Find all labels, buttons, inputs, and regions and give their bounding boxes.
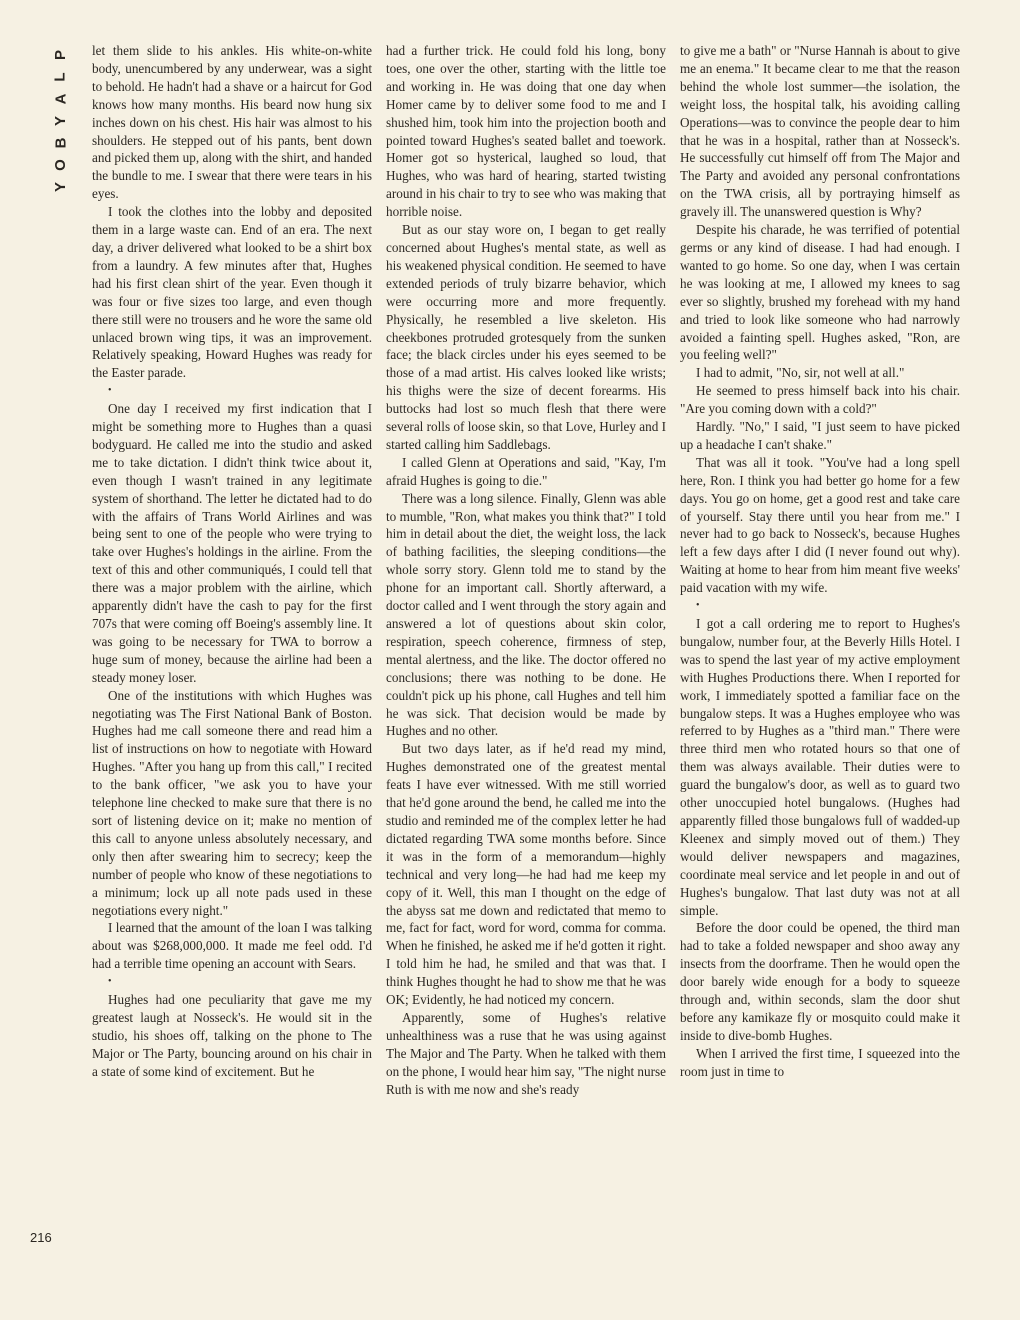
masthead-letter: O — [51, 159, 69, 171]
text-column-1 — [92, 42, 372, 1081]
paragraph: Hardly. "No," I said, "I just seem to have picked up a headache I can't shake." — [680, 419, 960, 452]
paragraph: I learned that the amount of the loan I was talking about was $268,000,000. It made me feel odd. I'd had a terrible time opening an account with Sears. — [92, 920, 372, 972]
paragraph: I had to admit, "No, sir, not well at all." — [696, 365, 905, 381]
section-separator: • — [108, 385, 112, 397]
masthead-letter: A — [52, 93, 69, 105]
paragraph: But as our stay wore on, I began to get really concerned about Hughes's mental state, as well as his weakened physical condition. He seemed to have extended periods of truly bizarre behavior, which were occurring more and more frequently. Physically, he resembled a live skeleton. His cheekbones protruded grotesquely from the sunken face; the black circles under his eyes seemed to be those of a mad artist. His calves looked like wrists; his thighs were the size of decent forearms. His buttocks had lost so much flesh that there were several rolls of loose skin, so that Love, Hurley and I started calling him Saddlebags. — [386, 222, 666, 452]
masthead-letter: L — [51, 72, 69, 82]
paragraph: There was a long silence. Finally, Glenn was able to mumble, "Ron, what makes you think that?" I told him in detail about the diet, the weight loss, the lack of bathing facilities, the sleeping conditions—the whole sorry story. Glenn told me to stand by the phone for an important call. Shortly afterward, a doctor called and I went through the story again and answered a lot of questions about skin color, respiration, speech coherence, firmness of step, mental alertness, and the like. The doctor offered no conclusions; there was nothing to be done. He couldn't pick up his phone, call Hughes and tell him he was sick. That decision would be made by Hughes and no other. — [386, 490, 666, 739]
paragraph: let them slide to his ankles. His white-on-white body, unencumbered by any underwear, was a sight to behold. He hadn't had a shave or a haircut for God knows how many months. His beard now hung six inches down on his chest. His hair was almost to his shoulders. He stepped out of his pants, bent down and picked them up, along with the shirt, and handed the bundle to me. I swear that there were tears in his eyes. — [92, 43, 372, 202]
paragraph: But two days later, as if he'd read my mind, Hughes demonstrated one of the greatest mental feats I have ever witnessed. With me still worried that he'd gone around the bend, he called me into the studio and reminded me of the complex letter he had dictated regarding TWA some months before. Since it was in the form of a memorandum—highly technical and very long—he had had me keep my copy of it. Well, this man I thought on the edge of the abyss sat me down and redictated that memo to me, fact for fact, word for word, comma for comma. When he finished, he asked me if he'd gotten it right. I told him he had, he smiled and that was that. I think Hughes thought he had to show me that he was OK; Evidently, he had noticed my concern. — [386, 741, 666, 1008]
paragraph: Before the door could be opened, the third man had to take a folded newspaper and shoo away any insects from the doorframe. Then he would open the door barely wide enough for a body to squeeze through and, within seconds, slam the door shut before any kamikaze fly or mosquito could make it inside to dive-bomb Hughes. — [680, 920, 960, 1043]
paragraph: Hughes had one peculiarity that gave me my greatest laugh at Nosseck's. He would sit in the studio, his shoes off, talking on the phone to The Major or The Party, bouncing around on his chair in a state of some kind of excitement. But he — [92, 992, 372, 1079]
paragraph: had a further trick. He could fold his long, bony toes, one over the other, starting with the little toe and working in. He was doing that one day when Homer came by to deliver some food to me and I shushed him, took him into the projection booth and pointed toward Hughes's seated ballet and toework. Homer got so hysterical, laughed so loud, that Hughes, who was hard of hearing, started twisting around in his chair to try to see who was making that horrible noise. — [386, 43, 666, 220]
paragraph: I called Glenn at Operations and said, "Kay, I'm afraid Hughes is going to die." — [386, 454, 666, 488]
section-separator: • — [696, 600, 700, 612]
page-number: 216 — [30, 1230, 52, 1245]
masthead-letter: Y — [51, 181, 69, 193]
masthead-letter: B — [52, 137, 69, 149]
paragraph: One of the institutions with which Hughes was negotiating was The First National Bank of Boston. Hughes had me call someone there and read him a list of instructions on how to negotiate with Howard Hughes. "After you hang up from this call," I recited to the bank officer, "we ask you to have your telephone line checked to make sure that there is no sort of listening device on it; make no mention of this call to anyone unless absolutely necessary, and only then after swearing him to secrecy; keep the number of people who know of these negotiations to a minimum; lock up all note pads used in these negotiations every night." — [92, 687, 372, 918]
paragraph: I took the clothes into the lobby and deposited them in a large waste can. End of an era. The next day, a driver delivered what looked to be a shirt box from a laundry. A few minutes after that, Hughes had his first clean shirt of the year. Even though it was four or five sizes too large, and even though there still were no trousers and he wore the same old unlaced brown wing tips, it was an improvement. Relatively speaking, Howard Hughes was ready for the Easter parade. — [92, 204, 372, 381]
paragraph: One day I received my first indication that I might be something more to Hughes than a quasi bodyguard. He called me into the studio and asked me to take dictation. I didn't think twice about it, even though I wasn't trained in any legitimate system of shorthand. The letter he dictated had to do with the affairs of Trans World Airlines and was being sent to one of the people who were trying to take over Hughes's holdings in the airline. From the text of this and other communiqués, I could tell that there was a major problem with the airline, which apparently didn't have the cash to pay for the first 707s that were coming off Boeing's assembly line. It was going to be necessary for TWA to borrow a huge sum of money, because the airline had been a steady money loser. — [92, 401, 372, 685]
text-column-3 — [680, 42, 960, 1081]
masthead-playboy — [48, 44, 74, 198]
masthead-letter: P — [51, 49, 69, 61]
paragraph: to give me a bath" or "Nurse Hannah is about to give me an enema." It became clear to me that the reason behind the whole lost summer—the isolation, the weight loss, the hospital talk, his avoiding calling Operations—was to convince the people dear to him that he was in a hospital, rather than at Nosseck's. He successfully cut himself off from The Major and The Party and avoided any personal confrontations on the TWA crisis, all by portraying himself as gravely ill. The unanswered question is Why? — [680, 43, 960, 220]
paragraph: Despite his charade, he was terrified of potential germs or any kind of disease. I had had enough. I wanted to go home. So one day, when I was certain he was looking at me, I allowed my knees to sag ever so slightly, brushed my forehead with my hand and tried to look like someone who had narrowly avoided a fainting spell. Hughes asked, "Ron, are you feeling well?" — [680, 222, 960, 363]
paragraph: He seemed to press himself back into his chair. "Are you coming down with a cold?" — [680, 383, 960, 417]
paragraph: That was all it took. "You've had a long spell here, Ron. I think you had better go home for a few days. You go on home, get a good rest and take care of yourself. Stay there until you hear from me." I never had to go back to Nosseck's, because Hughes left a few days after I did (I never found out why). Waiting at home to hear from him meant five weeks' paid vacation with my wife. — [680, 454, 960, 596]
paragraph: I got a call ordering me to report to Hughes's bungalow, number four, at the Beverly Hills Hotel. I was to spend the last year of my active employment with Hughes Productions there. When I reported for work, I immediately spotted a familiar face on the bungalow steps. It was a Hughes employee who was referred to by Hughes as a "third man." There were three third men who rotated hours so that one of them was always available. Their duties were to guard the bungalow's door, as well as to guard two other unoccupied hotel bungalows. (Hughes had apparently filled those bungalows full of wadded-up Kleenex and simply moved out of them.) They would deliver newspapers and magazines, coordinate meal service and let people in and out of Hughes's bungalow. That last duty was not at all simple. — [680, 616, 960, 918]
section-separator: • — [108, 976, 112, 988]
text-column-2 — [386, 42, 666, 1098]
paragraph: Apparently, some of Hughes's relative unhealthiness was a ruse that he was using against The Major and The Party. When he talked with them on the phone, I would hear him say, "The night nurse Ruth is with me now and she's ready — [386, 1009, 666, 1097]
masthead-letter: Y — [51, 115, 69, 127]
paragraph: When I arrived the first time, I squeezed into the room just in time to — [680, 1045, 960, 1079]
